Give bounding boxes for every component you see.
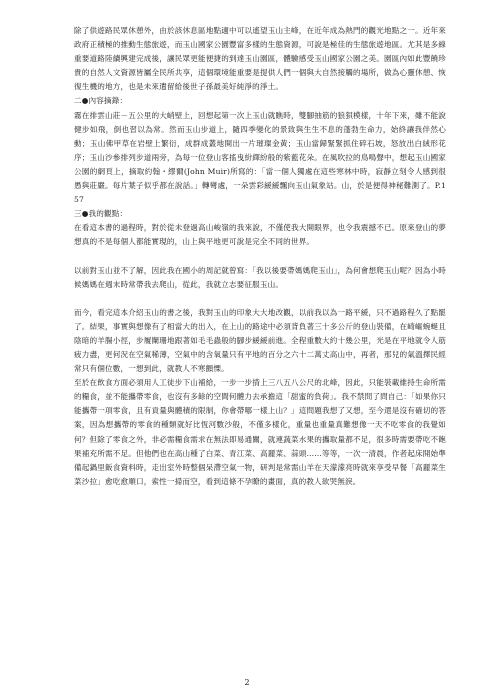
opinion-paragraph-3: 而今，看完這本介紹玉山的書之後，我對玉山的印象大大地改觀，以前我以為一路平緩，只不過路程久了點罷了。結果，事實與想像有了相當大的出入，在上山的路途中必須背負著三十多公斤的登山裝備，在崎嶇蜿蜒且陰暗的羊腸小徑，步履闌珊地跟著如毛毛蟲般的腳步緩緩前進。全程重數大約十幾公里，光是在平地就令人筋疲力盡，更何況在空氣稀薄，空氣中的含氧量只有平地的百分之六十二萬丈高山中，再者，那兒的氣溫擇民經常只有個位數，一想到此，就教人不寒顫慄。 <box>74 307 446 374</box>
intro-paragraph: 除了供遊路民眾休憩外，由於該休息區地點適中可以遙望玉山主峰，在近年成為熱門的觀光地點之一。近年來政府正積極的推動生態旅遊，而玉山國家公園豐富多樣的生態資源，可說是極佳的生態旅遊地區。尤其是多線重要道路陸續興建完成後，讓民眾更能便捷的到達玉山園區，體驗感受玉山國家公園之美。園區內如此豐饒珍貴的自然人文資源皆屬全民所共享，這個環境能重要是提供人們一個與大自然接觸的場所，做為心靈休憩、恢復生機的地方，也是未來遺留給後世子孫最美好純淨的淨土。 <box>74 26 446 92</box>
section-heading-excerpt: 二●內容摘錄： <box>74 96 128 106</box>
opinion-paragraph-4: 至於在飲食方面必須用人工徒步下山補給，一步一步揹上三八五八公尺的北峰，因此，只能裝載維持生命所需的糧食，並不能攜帶零食，也沒有多餘的空間何體力去承擔這「甜蜜的負荷」。我不禁問了問自己：「如果你只能攜帶一項零食，且有貢量與體積的限制，你會帶哪一樣上山？」這問題我想了又想，至今還是沒有確切的答案，因為想攜帶的零食的種類就好比恆河數沙般，不僅多樣化，重量也重量真難想像一天不吃零食的我覺如何？但除了零食之外，非必需糧食需求在無法即易通關，就連蔬菜水果的攜取量都不足，很多時需要帶吃不飽果補充所需不足。但他們也在高山種了白菜、青江菜、高麗菜、蒜頭……等等，一次一清晨，作者起床開始準備起鍋里飯食資料時，走出室外時整個呆滯空氣一物，研判是常需山羊在天濛濛亮時就來享受早餐「高麗菜生菜沙拉」愈吃愈順口，索性一掃而空，看到這條不孕瞭的畫面，真的教人欲哭無淚。 <box>74 378 446 486</box>
section-heading-opinion: 三●我的觀點： <box>74 209 128 219</box>
excerpt-paragraph: 霧在排雲山莊－五公里的大峭壁上，回想起第一次上玉山就瞧時，雙腳抽筋的狼狽模樣，十年下來，雖不能說健步如飛，倒也習以為常。然而玉山步道上，隨四季變化的景致與生生不息的蓬勃生命力，始終讓我伴然心動；玉山佛甲草在岩壁上繁衍，成群成叢地開出一片璀璨金黃；玉山當歸緊緊抓住碎石坡，怒放出白絨形花序；玉山沙參排列步道兩旁，為每一位登山客搖曳紛繹紛般的紫藍花朵。在風吹拉的鳥鳴聲中，想起玉山國家公園的網頁上，摘取約翰・繆爾(John Muir)所寫的：「當一個人獨處在這些寒林中時，寂靜立刻令人感到很愚與莊嚴。每片葉子似乎都在說話。」轉彎處，一朵雲彩緩緩飄向玉山氣象站。山，於是便得神秘難測了。P.157 <box>74 110 446 205</box>
paragraph-spacer <box>74 250 446 264</box>
page-number: 2 <box>244 678 250 687</box>
opinion-paragraph-2: 以前對玉山並不了解，因此我在國小的周記就曾寫：「我以後要帶媽媽爬玉山」，為何會想爬玉山呢？因為小時候媽媽在週末時常帶我去爬山，從此，我就立志要征服玉山。 <box>74 265 446 289</box>
opinion-paragraph-1: 在看這本書的過程時，對於從未登過高山峻嶺的我來說，不僅使我大開眼界，也令我震撼不已。原來登山的夢想真的不是每個人都能實現的，山上與平地更可說是完全不同的世界。 <box>74 223 446 247</box>
paragraph-spacer <box>74 292 446 306</box>
document-body <box>74 24 446 489</box>
